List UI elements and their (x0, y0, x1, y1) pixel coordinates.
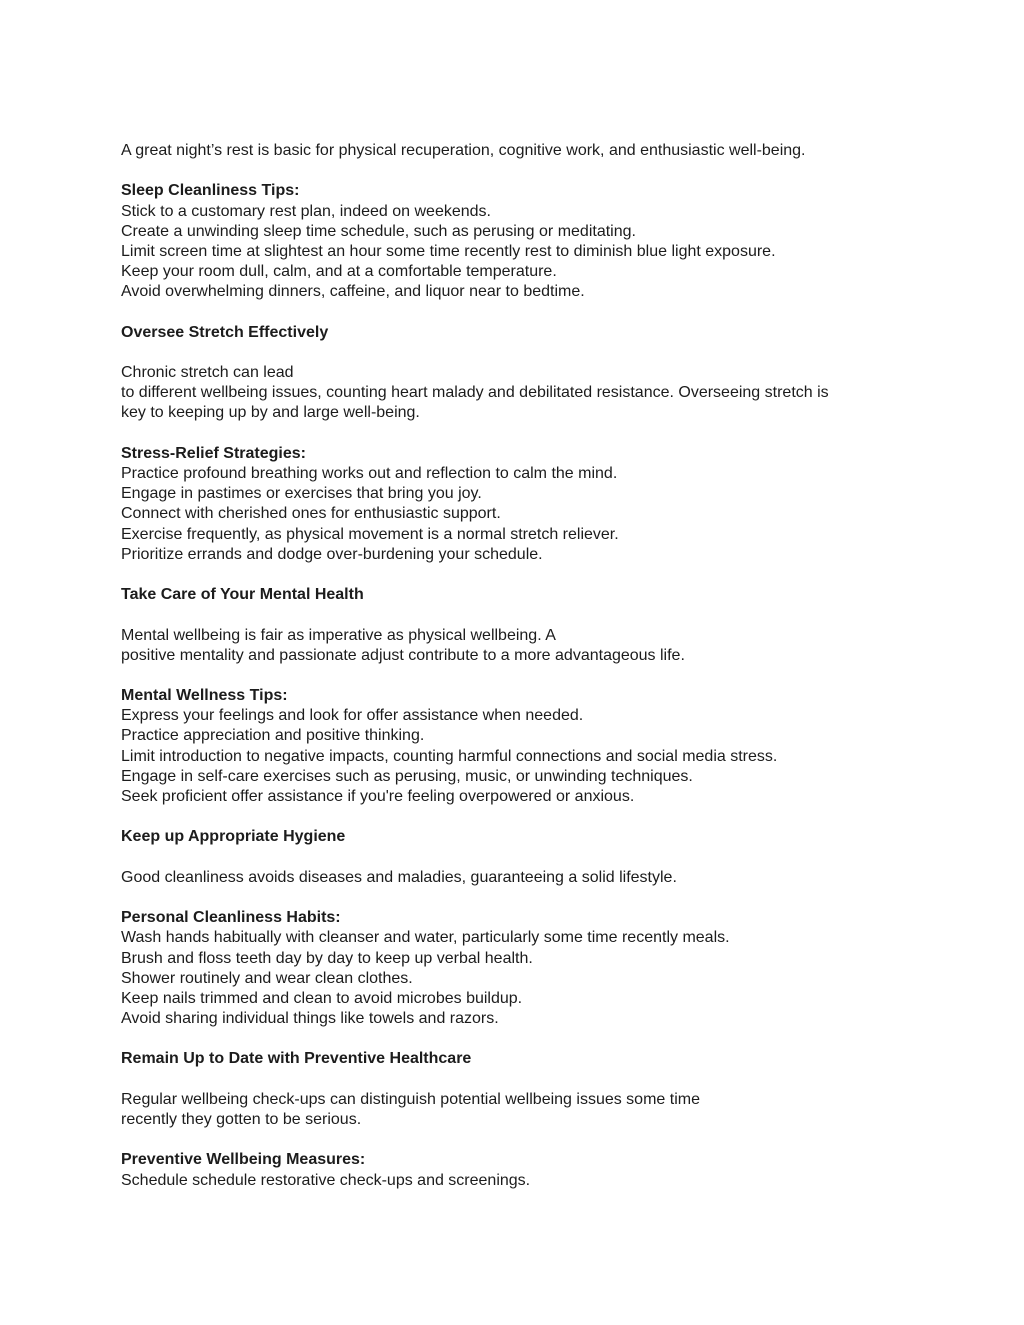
stress-section-heading: Oversee Stretch Effectively (121, 323, 329, 341)
preventive-section-body-line: Regular wellbeing check-ups can distinguish potential wellbeing issues some time (121, 1090, 700, 1108)
stress-tip-item: Connect with cherished ones for enthusiastic support. (121, 505, 501, 523)
sleep-tip-item: Create a unwinding sleep time schedule, such as perusing or meditating. (121, 222, 636, 240)
stress-tip-item: Prioritize errands and dodge over-burdening your schedule. (121, 545, 543, 563)
stress-section-body-line: to different wellbeing issues, counting heart malady and debilitated resistance. Overseeing stretch is (121, 384, 829, 402)
mental-tips-heading: Mental Wellness Tips: (121, 687, 288, 705)
mental-section-body-line: positive mentality and passionate adjust contribute to a more advantageous life. (121, 646, 685, 664)
intro-paragraph: A great night’s rest is basic for physical recuperation, cognitive work, and enthusiastic well-being. (121, 142, 806, 159)
sleep-tip-item: Stick to a customary rest plan, indeed on weekends. (121, 202, 491, 220)
spacer (121, 807, 921, 827)
mental-section-body-line: Mental wellbeing is fair as imperative as physical wellbeing. A (121, 626, 556, 644)
spacer (121, 666, 921, 686)
stress-tip-item: Engage in pastimes or exercises that bring you joy. (121, 485, 482, 503)
preventive-tips-heading: Preventive Wellbeing Measures: (121, 1151, 366, 1169)
hygiene-tip-item: Keep nails trimmed and clean to avoid microbes buildup. (121, 989, 523, 1007)
stress-section-body-line: Chronic stretch can lead (121, 364, 294, 382)
preventive-section-heading: Remain Up to Date with Preventive Healthcare (121, 1050, 472, 1068)
mental-section-heading: Take Care of Your Mental Health (121, 586, 364, 604)
stress-tips-heading: Stress-Relief Strategies: (121, 444, 306, 462)
spacer (121, 848, 921, 868)
document-page (121, 141, 921, 1191)
spacer (121, 888, 921, 908)
stress-section-body-line: key to keeping up by and large well-being. (121, 404, 420, 422)
spacer (121, 1029, 921, 1049)
hygiene-tip-item: Avoid sharing individual things like towels and razors. (121, 1010, 499, 1028)
sleep-tips-heading: Sleep Cleanliness Tips: (121, 182, 300, 200)
spacer (121, 1070, 921, 1090)
spacer (121, 303, 921, 323)
mental-tip-item: Express your feelings and look for offer assistance when needed. (121, 707, 584, 725)
hygiene-tip-item: Wash hands habitually with cleanser and water, particularly some time recently meals. (121, 929, 730, 947)
spacer (121, 605, 921, 625)
mental-tip-item: Practice appreciation and positive thinking. (121, 727, 425, 745)
mental-tip-item: Limit introduction to negative impacts, counting harmful connections and social media stress. (121, 747, 778, 765)
preventive-section-body-line: recently they gotten to be serious. (121, 1111, 362, 1128)
sleep-tip-item: Limit screen time at slightest an hour some time recently rest to diminish blue light exposure. (121, 242, 776, 260)
stress-tip-item: Exercise frequently, as physical movement is a normal stretch reliever. (121, 525, 619, 543)
spacer (121, 1130, 921, 1150)
hygiene-tip-item: Shower routinely and wear clean clothes. (121, 969, 413, 987)
spacer (121, 424, 921, 444)
hygiene-section-heading: Keep up Appropriate Hygiene (121, 828, 346, 846)
sleep-tip-item: Avoid overwhelming dinners, caffeine, and liquor near to bedtime. (121, 283, 585, 301)
hygiene-tips-heading: Personal Cleanliness Habits: (121, 909, 341, 927)
spacer (121, 343, 921, 363)
stress-tip-item: Practice profound breathing works out and reflection to calm the mind. (121, 465, 618, 482)
spacer (121, 161, 921, 181)
sleep-tip-item: Keep your room dull, calm, and at a comfortable temperature. (121, 263, 557, 281)
preventive-tip-item: Schedule schedule restorative check-ups and screenings. (121, 1171, 531, 1189)
mental-tip-item: Engage in self-care exercises such as perusing, music, or unwinding techniques. (121, 767, 693, 785)
spacer (121, 565, 921, 585)
mental-tip-item: Seek proficient offer assistance if you're feeling overpowered or anxious. (121, 788, 635, 805)
hygiene-tip-item: Brush and floss teeth day by day to keep up verbal health. (121, 949, 533, 967)
hygiene-section-body-line: Good cleanliness avoids diseases and maladies, guaranteeing a solid lifestyle. (121, 868, 677, 886)
